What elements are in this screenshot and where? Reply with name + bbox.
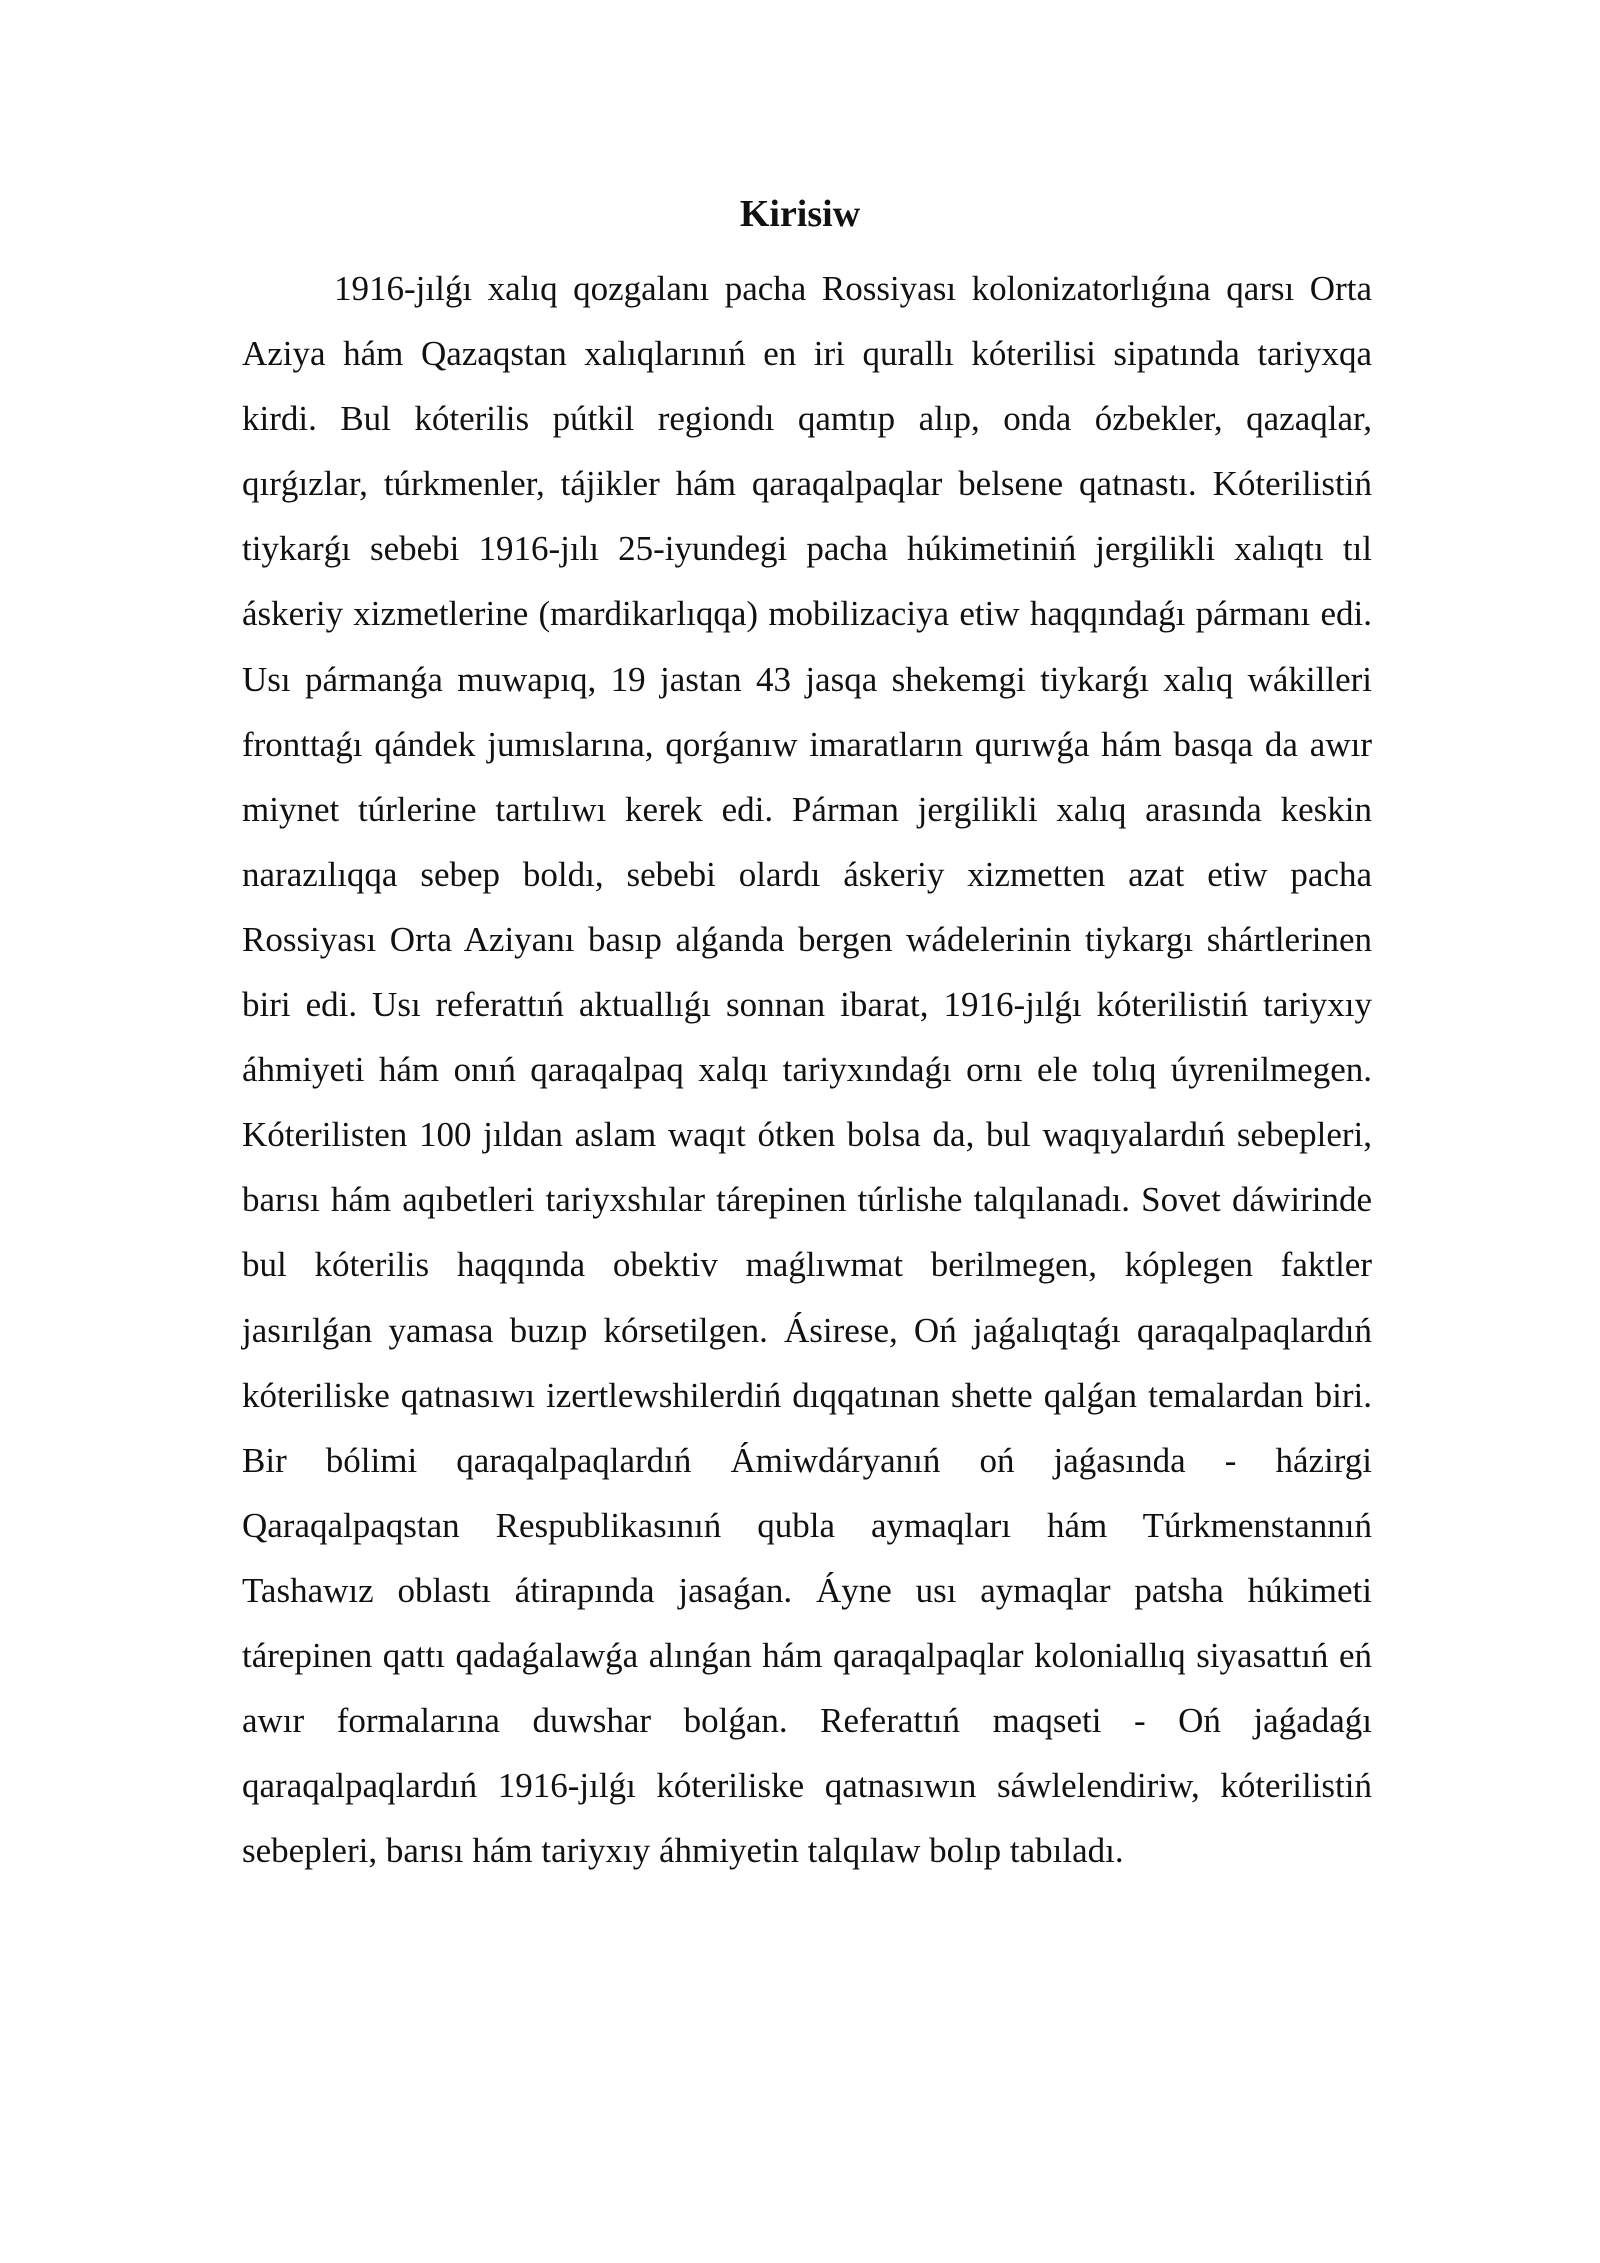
page-title: Kirisiw xyxy=(739,193,861,235)
body-paragraph: 1916-jılǵı xalıq qozgalanı pacha Rossiyası kolonizatorlıǵına qarsı Orta Aziya hám Qazaqstan xalıqlarınıń en iri qurallı kóterilisi sipatında tariyxqa kirdi. Bul kóterilis pútkil regiondı qamtıp alıp, onda ózbekler, qazaqlar, qırǵızlar, túrkmenler, tájikler hám qaraqalpaqlar belsene qatnastı. Kóterilistiń tiykarǵı sebebi 1916-jılı 25-iyundegi pacha húkimetiniń jergilikli xalıqtı tıl áskeriy xizmetlerine (mardikarlıqqa) mobilizaciya etiw haqqındaǵı pármanı edi. Usı pármanǵa muwapıq, 19 jastan 43 jasqa shekemgi tiykarǵı xalıq wákilleri fronttaǵı qándek jumıslarına, qorǵanıw imaratların qurıwǵa hám basqa da awır miynet túrlerine tartılıwı kerek edi. Párman jergilikli xalıq arasında keskin narazılıqqa sebep boldı, sebebi olardı áskeriy xizmetten azat etiw pacha Rossiyası Orta Aziyanı basıp alǵanda bergen wádelerinin tiykargı shártlerinen biri edi. Usı referattıń aktuallıǵı sonnan ibarat, 1916-jılǵı kóterilistiń tariyxıy áhmiyeti hám onıń qaraqalpaq xalqı tariyxındaǵı ornı ele tolıq úyrenilmegen. Kóterilisten 100 jıldan aslam waqıt ótken bolsa da, bul waqıyalardıń sebepleri, barısı hám aqıbetleri tariyxshılar tárepinen túrlishe talqılanadı. Sovet dáwirinde bul kóterilis haqqında obektiv maǵlıwmat berilmegen, kóplegen faktler jasırılǵan yamasa buzıp kórsetilgen. Ásirese, Oń jaǵalıqtaǵı qaraqalpaqlardıń kóteriliske qatnasıwı izertlewshilerdiń dıqqatınan shette qalǵan temalardan biri. Bir bólimi qaraqalpaqlardıń Ámiwdáryanıń oń jaǵasında - házirgi Qaraqalpaqstan Respublikasınıń qubla aymaqları hám Túrkmenstannıń Tashawız oblastı átirapında jasaǵan. Áyne usı aymaqlar patsha húkimeti tárepinen qattı qadaǵalawǵa alınǵan hám qaraqalpaqlar koloniallıq siyasattıń eń awır formalarına duwshar bolǵan. Referattıń maqseti - Oń jaǵadaǵı qaraqalpaqlardıń 1916-jılǵı kóteriliske qatnasıwın sáwlelendiriw, kóterilistiń sebepleri, barısı hám tariyxıy áhmiyetin talqılaw bolıp tabıladı. xyxy=(242,269,1372,1871)
